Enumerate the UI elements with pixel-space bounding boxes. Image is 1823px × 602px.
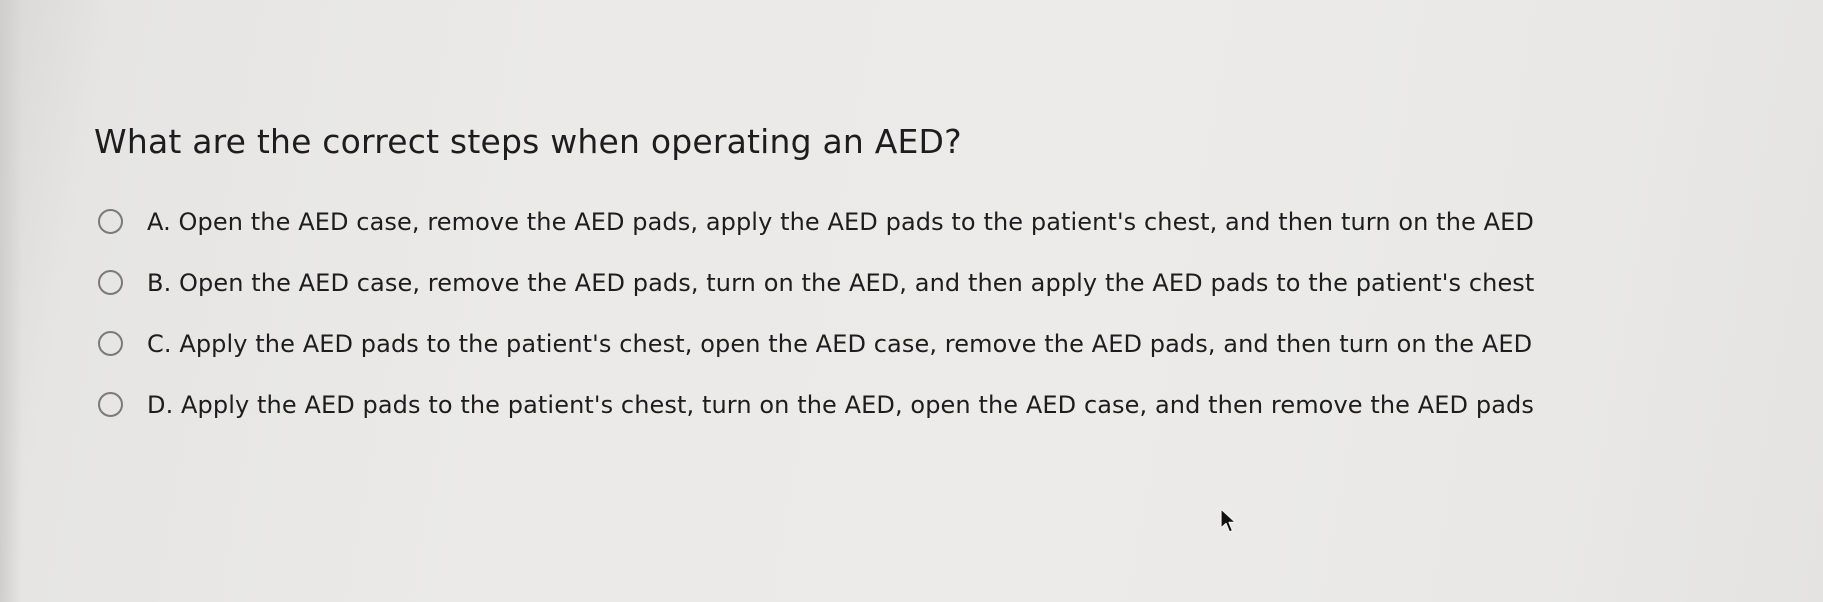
option-c[interactable] [98, 313, 1794, 374]
mouse-pointer-icon [1219, 508, 1239, 534]
radio-button-a[interactable] [98, 209, 123, 234]
radio-button-b[interactable] [98, 270, 123, 295]
question-text: What are the correct steps when operating an AED? [94, 122, 962, 161]
option-a[interactable] [98, 191, 1794, 252]
option-a-label[interactable]: A. Open the AED case, remove the AED pads, apply the AED pads to the patient's chest, and then turn on the AED [147, 207, 1534, 236]
radio-button-d[interactable] [98, 392, 123, 417]
option-d-label[interactable]: D. Apply the AED pads to the patient's chest, turn on the AED, open the AED case, and then remove the AED pads [147, 390, 1534, 419]
option-b[interactable] [98, 252, 1794, 313]
option-d[interactable] [98, 374, 1794, 435]
option-c-label[interactable]: C. Apply the AED pads to the patient's chest, open the AED case, remove the AED pads, and then turn on the AED [147, 329, 1533, 358]
screen-edge-shade [0, 0, 22, 602]
option-b-label[interactable]: B. Open the AED case, remove the AED pads, turn on the AED, and then apply the AED pads to the patient's chest [147, 268, 1535, 297]
radio-button-c[interactable] [98, 331, 123, 356]
answer-options [94, 191, 1794, 435]
question-block [94, 122, 1794, 435]
